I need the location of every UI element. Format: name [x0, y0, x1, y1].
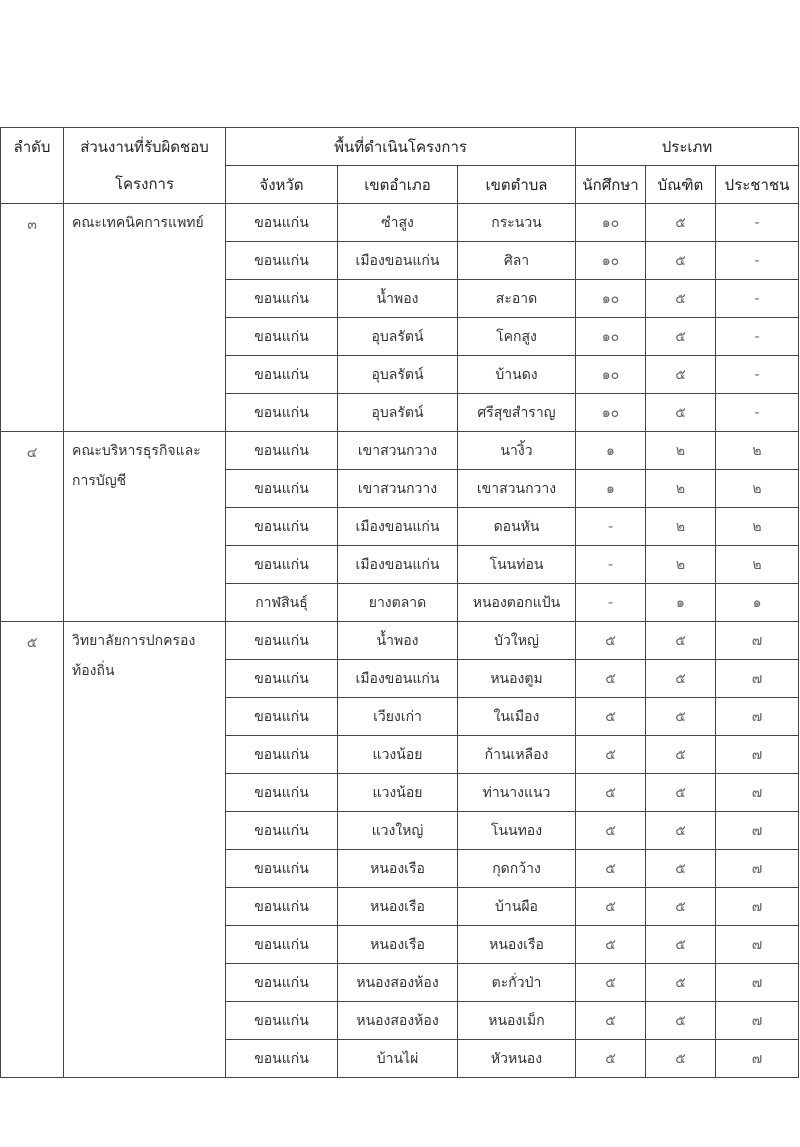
- cell-graduates: ๕: [646, 850, 716, 888]
- cell-subdistrict: นางิ้ว: [458, 432, 576, 470]
- cell-subdistrict: ตะกั่วป่า: [458, 964, 576, 1002]
- cell-province: ขอนแก่น: [226, 888, 338, 926]
- header-unit: ส่วนงานที่รับผิดชอบ: [64, 128, 226, 166]
- responsible-unit: [64, 622, 226, 1078]
- project-area-table: [0, 127, 799, 1078]
- cell-subdistrict: ท่านางแนว: [458, 774, 576, 812]
- cell-public: ๒: [716, 432, 799, 470]
- header-area: พื้นที่ดำเนินโครงการ: [226, 128, 576, 166]
- cell-district: เวียงเก่า: [338, 698, 458, 736]
- cell-public: -: [716, 318, 799, 356]
- cell-students: ๕: [576, 1002, 646, 1040]
- cell-subdistrict: ศิลา: [458, 242, 576, 280]
- cell-graduates: ๕: [646, 736, 716, 774]
- cell-graduates: ๕: [646, 926, 716, 964]
- cell-province: ขอนแก่น: [226, 546, 338, 584]
- cell-subdistrict: ดอนหัน: [458, 508, 576, 546]
- cell-district: อุบลรัตน์: [338, 356, 458, 394]
- table-row: [1, 204, 799, 242]
- cell-graduates: ๕: [646, 1040, 716, 1078]
- cell-public: ๗: [716, 888, 799, 926]
- cell-district: อุบลรัตน์: [338, 318, 458, 356]
- cell-district: แวงใหญ่: [338, 812, 458, 850]
- cell-graduates: ๕: [646, 812, 716, 850]
- cell-students: -: [576, 584, 646, 622]
- cell-district: หนองสองห้อง: [338, 964, 458, 1002]
- cell-public: ๗: [716, 850, 799, 888]
- cell-public: ๗: [716, 1002, 799, 1040]
- cell-students: ๕: [576, 926, 646, 964]
- cell-graduates: ๕: [646, 318, 716, 356]
- cell-students: ๑: [576, 470, 646, 508]
- cell-district: บ้านไผ่: [338, 1040, 458, 1078]
- cell-graduates: ๕: [646, 280, 716, 318]
- cell-subdistrict: ก้านเหลือง: [458, 736, 576, 774]
- cell-students: ๕: [576, 812, 646, 850]
- cell-public: -: [716, 242, 799, 280]
- cell-subdistrict: หนองเรือ: [458, 926, 576, 964]
- cell-graduates: ๒: [646, 432, 716, 470]
- responsible-unit: [64, 204, 226, 432]
- table-row: [1, 432, 799, 470]
- cell-graduates: ๕: [646, 1002, 716, 1040]
- cell-public: ๗: [716, 698, 799, 736]
- header-subdistrict: เขตตำบล: [458, 166, 576, 204]
- cell-students: -: [576, 508, 646, 546]
- cell-students: ๑๐: [576, 204, 646, 242]
- cell-subdistrict: หนองตูม: [458, 660, 576, 698]
- cell-public: ๗: [716, 1040, 799, 1078]
- cell-students: ๕: [576, 964, 646, 1002]
- cell-students: ๕: [576, 1040, 646, 1078]
- header-no: ลำดับ: [1, 128, 64, 166]
- cell-province: ขอนแก่น: [226, 850, 338, 888]
- responsible-unit-line: วิทยาลัยการปกครอง: [72, 633, 196, 649]
- cell-district: หนองเรือ: [338, 888, 458, 926]
- cell-province: ขอนแก่น: [226, 242, 338, 280]
- cell-graduates: ๕: [646, 888, 716, 926]
- cell-public: -: [716, 394, 799, 432]
- cell-province: ขอนแก่น: [226, 394, 338, 432]
- cell-subdistrict: บัวใหญ่: [458, 622, 576, 660]
- cell-province: ขอนแก่น: [226, 280, 338, 318]
- cell-subdistrict: เขาสวนกวาง: [458, 470, 576, 508]
- cell-province: ขอนแก่น: [226, 432, 338, 470]
- cell-district: น้ำพอง: [338, 622, 458, 660]
- cell-public: ๒: [716, 470, 799, 508]
- cell-province: ขอนแก่น: [226, 926, 338, 964]
- cell-students: ๑๐: [576, 242, 646, 280]
- cell-students: ๑: [576, 432, 646, 470]
- cell-students: ๕: [576, 850, 646, 888]
- cell-graduates: ๕: [646, 242, 716, 280]
- cell-province: ขอนแก่น: [226, 508, 338, 546]
- cell-public: ๗: [716, 622, 799, 660]
- cell-province: ขอนแก่น: [226, 698, 338, 736]
- cell-students: ๑๐: [576, 394, 646, 432]
- cell-subdistrict: กุดกว้าง: [458, 850, 576, 888]
- cell-district: ซำสูง: [338, 204, 458, 242]
- cell-subdistrict: หัวหนอง: [458, 1040, 576, 1078]
- cell-graduates: ๕: [646, 204, 716, 242]
- cell-public: ๗: [716, 964, 799, 1002]
- cell-district: เมืองขอนแก่น: [338, 546, 458, 584]
- cell-public: ๗: [716, 926, 799, 964]
- cell-district: หนองเรือ: [338, 850, 458, 888]
- cell-district: แวงน้อย: [338, 774, 458, 812]
- cell-district: อุบลรัตน์: [338, 394, 458, 432]
- cell-district: น้ำพอง: [338, 280, 458, 318]
- header-row-1: [1, 128, 799, 166]
- cell-graduates: ๒: [646, 508, 716, 546]
- cell-public: ๒: [716, 508, 799, 546]
- responsible-unit-line: การบัญชี: [72, 473, 127, 489]
- cell-public: ๗: [716, 736, 799, 774]
- cell-students: ๑๐: [576, 356, 646, 394]
- cell-district: เมืองขอนแก่น: [338, 660, 458, 698]
- cell-province: ขอนแก่น: [226, 736, 338, 774]
- cell-province: ขอนแก่น: [226, 660, 338, 698]
- cell-students: ๕: [576, 660, 646, 698]
- cell-province: ขอนแก่น: [226, 318, 338, 356]
- cell-public: ๗: [716, 774, 799, 812]
- cell-public: ๑: [716, 584, 799, 622]
- cell-subdistrict: โคกสูง: [458, 318, 576, 356]
- cell-district: เมืองขอนแก่น: [338, 508, 458, 546]
- header-type: ประเภท: [576, 128, 799, 166]
- cell-subdistrict: หนองเม็ก: [458, 1002, 576, 1040]
- cell-subdistrict: กระนวน: [458, 204, 576, 242]
- cell-subdistrict: สะอาด: [458, 280, 576, 318]
- cell-students: ๕: [576, 736, 646, 774]
- cell-public: -: [716, 280, 799, 318]
- cell-district: ยางตลาด: [338, 584, 458, 622]
- responsible-unit: [64, 432, 226, 622]
- header-district: เขตอำเภอ: [338, 166, 458, 204]
- cell-province: ขอนแก่น: [226, 812, 338, 850]
- cell-students: ๕: [576, 888, 646, 926]
- header-row-2: [1, 166, 799, 204]
- cell-students: ๕: [576, 622, 646, 660]
- cell-graduates: ๒: [646, 546, 716, 584]
- cell-public: -: [716, 204, 799, 242]
- cell-district: เขาสวนกวาง: [338, 470, 458, 508]
- cell-public: ๗: [716, 660, 799, 698]
- cell-province: ขอนแก่น: [226, 964, 338, 1002]
- cell-subdistrict: ศรีสุขสำราญ: [458, 394, 576, 432]
- cell-students: ๑๐: [576, 280, 646, 318]
- cell-district: หนองเรือ: [338, 926, 458, 964]
- cell-province: ขอนแก่น: [226, 204, 338, 242]
- header-public: ประชาชน: [716, 166, 799, 204]
- cell-students: -: [576, 546, 646, 584]
- header-province: จังหวัด: [226, 166, 338, 204]
- cell-graduates: ๕: [646, 964, 716, 1002]
- cell-subdistrict: โนนทอง: [458, 812, 576, 850]
- row-number: ๕: [1, 622, 64, 1078]
- cell-district: เมืองขอนแก่น: [338, 242, 458, 280]
- cell-graduates: ๕: [646, 698, 716, 736]
- cell-province: กาฬสินธุ์: [226, 584, 338, 622]
- cell-province: ขอนแก่น: [226, 470, 338, 508]
- cell-province: ขอนแก่น: [226, 774, 338, 812]
- cell-graduates: ๑: [646, 584, 716, 622]
- header-unit-line2: โครงการ: [64, 166, 226, 204]
- row-number: ๓: [1, 204, 64, 432]
- cell-subdistrict: บ้านดง: [458, 356, 576, 394]
- row-number: ๔: [1, 432, 64, 622]
- cell-province: ขอนแก่น: [226, 356, 338, 394]
- cell-district: แวงน้อย: [338, 736, 458, 774]
- cell-students: ๕: [576, 774, 646, 812]
- cell-district: หนองสองห้อง: [338, 1002, 458, 1040]
- cell-subdistrict: ในเมือง: [458, 698, 576, 736]
- responsible-unit-line: ท้องถิ่น: [72, 663, 115, 679]
- header-graduates: บัณฑิต: [646, 166, 716, 204]
- header-no-cont: [1, 166, 64, 204]
- cell-graduates: ๕: [646, 356, 716, 394]
- header-students: นักศึกษา: [576, 166, 646, 204]
- cell-public: -: [716, 356, 799, 394]
- cell-subdistrict: หนองตอกแป้น: [458, 584, 576, 622]
- responsible-unit-line: คณะบริหารธุรกิจและ: [72, 443, 201, 459]
- cell-public: ๒: [716, 546, 799, 584]
- cell-students: ๑๐: [576, 318, 646, 356]
- responsible-unit-line: คณะเทคนิคการแพทย์: [72, 215, 204, 231]
- cell-district: เขาสวนกวาง: [338, 432, 458, 470]
- cell-graduates: ๒: [646, 470, 716, 508]
- cell-province: ขอนแก่น: [226, 622, 338, 660]
- cell-subdistrict: โนนท่อน: [458, 546, 576, 584]
- cell-province: ขอนแก่น: [226, 1002, 338, 1040]
- cell-students: ๕: [576, 698, 646, 736]
- cell-province: ขอนแก่น: [226, 1040, 338, 1078]
- cell-graduates: ๕: [646, 774, 716, 812]
- table-body: [1, 204, 799, 1078]
- cell-public: ๗: [716, 812, 799, 850]
- cell-graduates: ๕: [646, 660, 716, 698]
- cell-graduates: ๕: [646, 622, 716, 660]
- cell-subdistrict: บ้านผือ: [458, 888, 576, 926]
- cell-graduates: ๕: [646, 394, 716, 432]
- table-row: [1, 622, 799, 660]
